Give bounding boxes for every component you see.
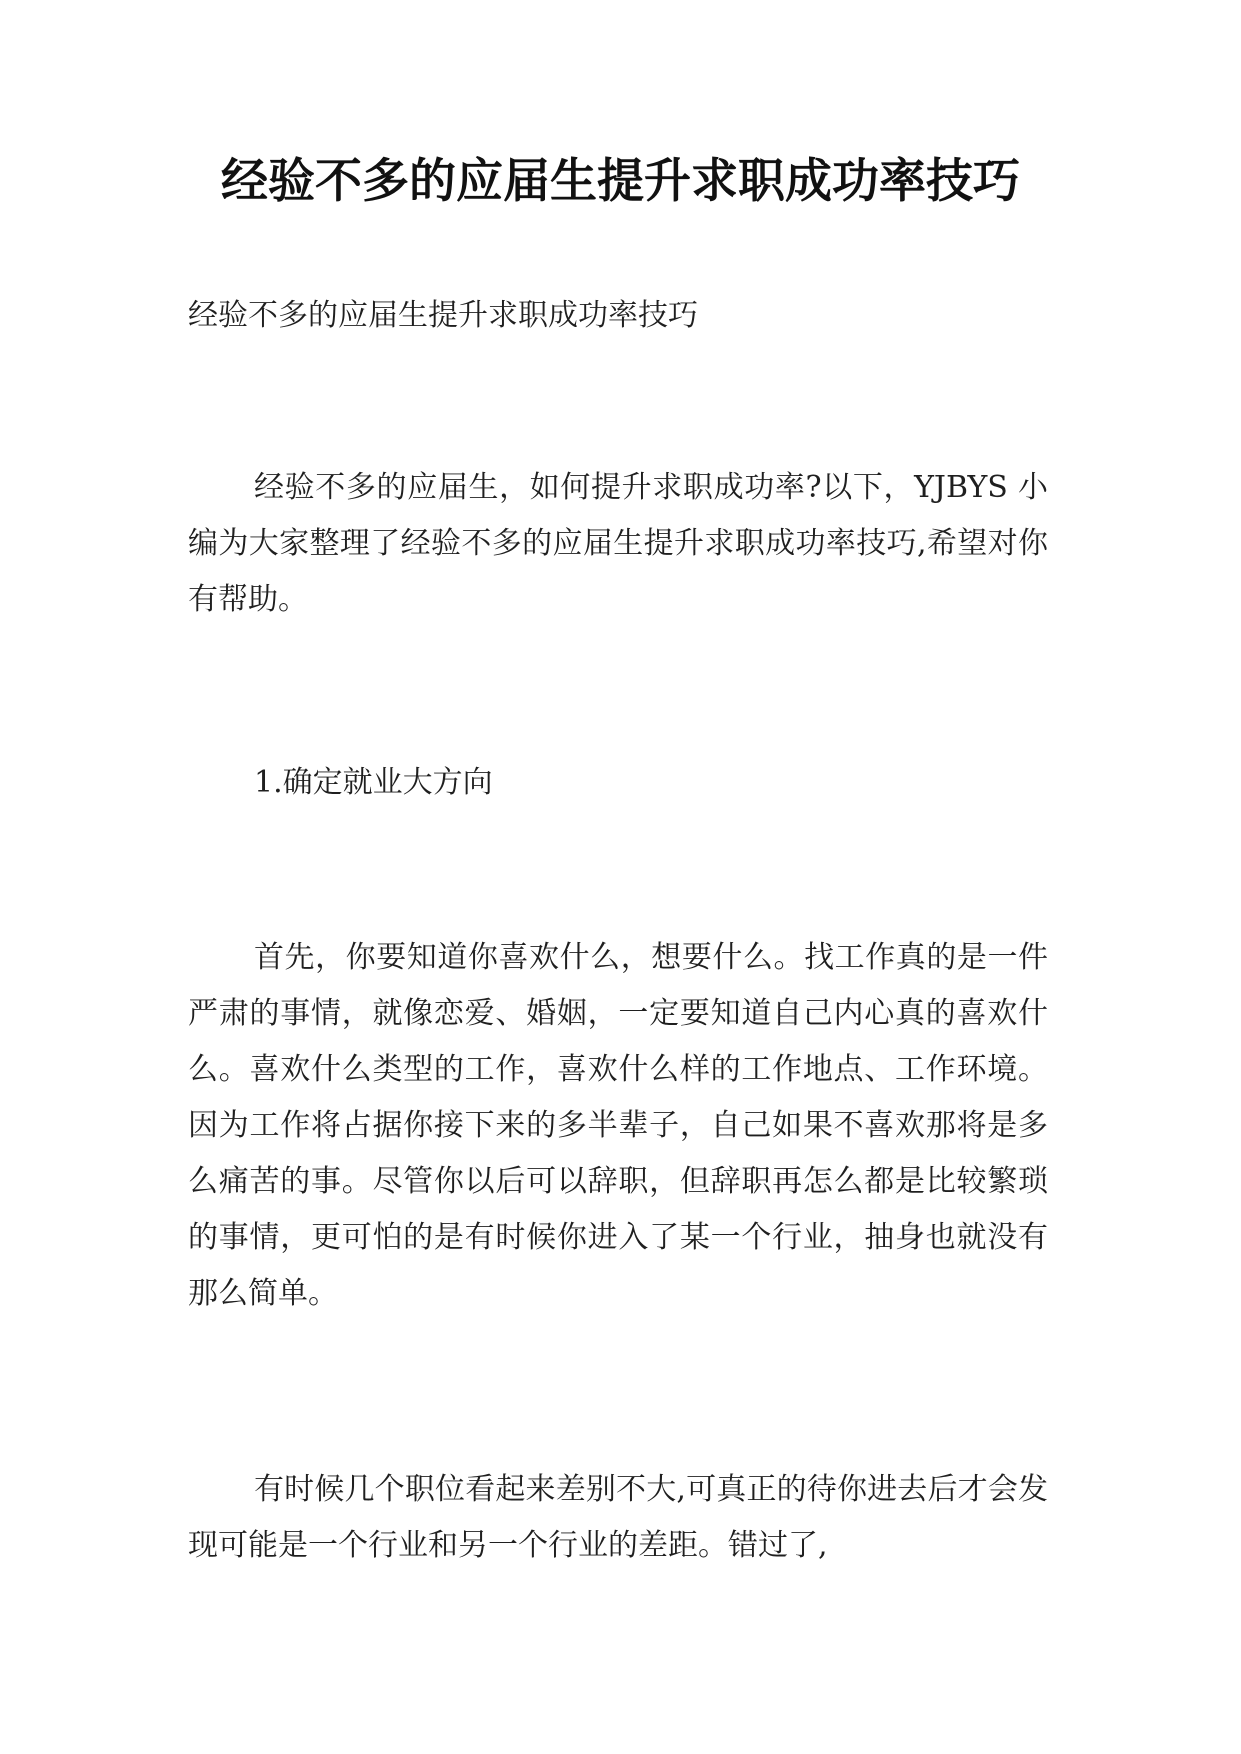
body-paragraph-1: 首先，你要知道你喜欢什么，想要什么。找工作真的是一件严肃的事情，就像恋爱、婚姻，一定要知道自己内心真的喜欢什么。喜欢什么类型的工作，喜欢什么样的工作地点、工作环境。因为工作将占据你接下来的多半辈子，自己如果不喜欢那将是多么痛苦的事。尽管你以后可以辞职，但辞职再怎么都是比较繁琐的事情，更可怕的是有时候你进入了某一个行业，抽身也就没有那么简单。 [188, 940, 1048, 1311]
intro-paragraph: 经验不多的应届生，如何提升求职成功率?以下，YJBYS 小编为大家整理了经验不多的应届生提升求职成功率技巧,希望对你有帮助。 [188, 470, 1048, 617]
section-heading: 1.确定就业大方向 [254, 765, 493, 800]
document-title: 经验不多的应届生提升求职成功率技巧 [221, 154, 1020, 209]
document-subtitle: 经验不多的应届生提升求职成功率技巧 [188, 298, 698, 333]
body-paragraph-2: 有时候几个职位看起来差别不大,可真正的待你进去后才会发现可能是一个行业和另一个行业的差距。错过了, [188, 1472, 1048, 1563]
